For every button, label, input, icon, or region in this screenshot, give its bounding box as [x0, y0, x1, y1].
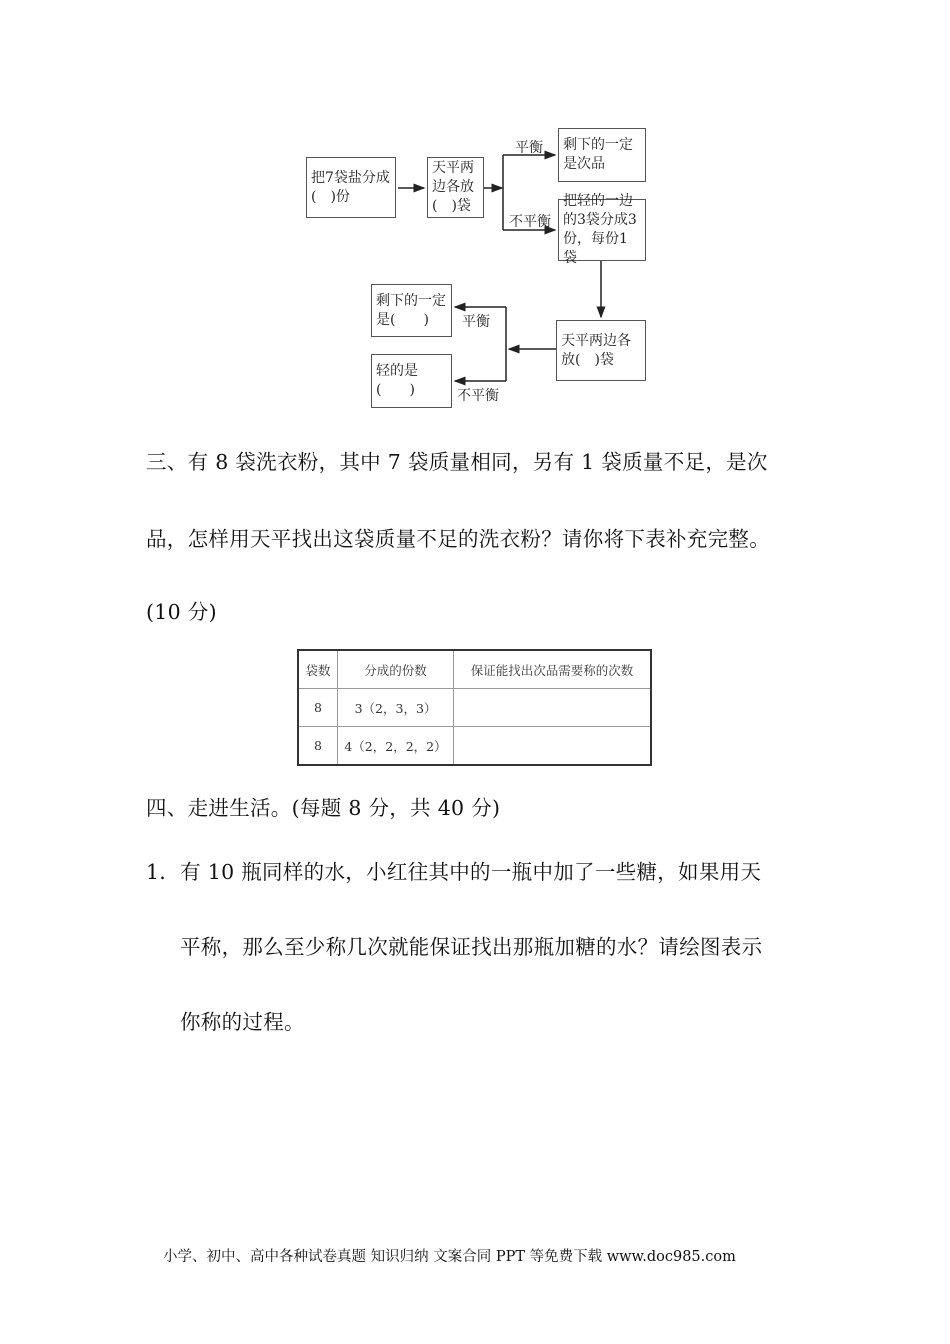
- flowchart-connectors: [0, 0, 950, 450]
- section-4-title: 四、走进生活。(每题 8 分，共 40 分): [146, 796, 501, 820]
- table-cell: 8: [298, 727, 338, 766]
- table-cell: 8: [298, 689, 338, 727]
- table-row: [298, 689, 651, 727]
- question-1-line: 1．有 10 瓶同样的水，小红往其中的一瓶中加了一些糖，如果用天: [146, 860, 762, 884]
- answer-table: [297, 649, 652, 766]
- table-header: 保证能找出次品需要称的次数: [454, 650, 652, 689]
- flow-box-remaining-answer: 剩下的一定是( ): [371, 284, 452, 337]
- flow-box-remaining-defective: 剩下的一定是次品: [558, 128, 646, 182]
- label-balance: 平衡: [515, 140, 543, 156]
- answer-cell[interactable]: [454, 689, 652, 727]
- table-cell: 3（2，3，3）: [338, 689, 454, 727]
- flow-box-light-answer: 轻的是( ): [371, 354, 452, 408]
- question-3-line: 品，怎样用天平找出这袋质量不足的洗衣粉？请你将下表补充完整。: [146, 527, 770, 551]
- question-1-line: 平称，那么至少称几次就能保证找出那瓶加糖的水？请绘图表示: [180, 935, 763, 959]
- question-3-line: 三、有 8 袋洗衣粉，其中 7 袋质量相同，另有 1 袋质量不足，是次: [146, 450, 768, 474]
- table-cell: 4（2，2，2，2）: [338, 727, 454, 766]
- table-header-row: [298, 650, 651, 689]
- label-balance: 平衡: [462, 314, 490, 330]
- table-header: 袋数: [298, 650, 338, 689]
- answer-cell[interactable]: [454, 727, 652, 766]
- question-3-score: (10 分): [146, 600, 217, 624]
- flow-box-divide: 把7袋盐分成( )份: [306, 157, 396, 218]
- table-header: 分成的份数: [338, 650, 454, 689]
- question-1-line: 你称的过程。: [180, 1010, 305, 1034]
- label-unbalance: 不平衡: [457, 388, 499, 404]
- footer: 小学、初中、高中各种试卷真题 知识归纳 文案合同 PPT 等免费下载 www.doc985.com: [163, 1249, 736, 1265]
- flow-box-weigh-2: 天平两边各放( )袋: [556, 320, 646, 381]
- flow-box-weigh: 天平两边各放( )袋: [427, 157, 484, 218]
- flow-box-split-light: 把轻的一边的3袋分成3份，每份1袋: [558, 199, 646, 261]
- table-row: [298, 727, 651, 766]
- label-unbalance: 不平衡: [509, 214, 551, 230]
